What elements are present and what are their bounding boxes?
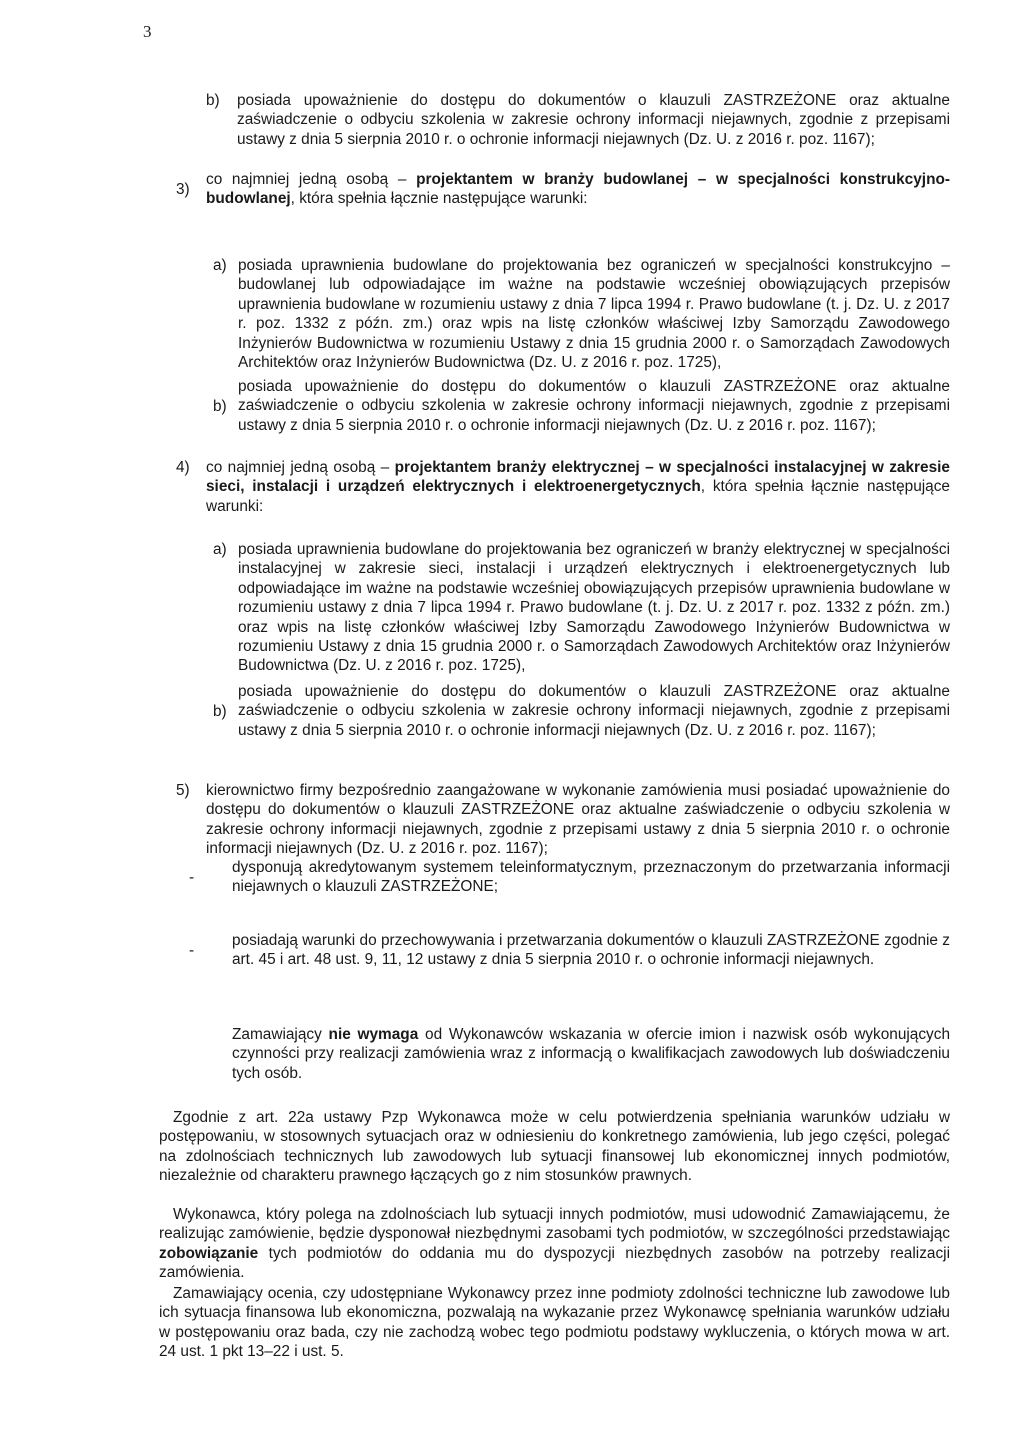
paragraph-text: Zamawiający ocenia, czy udostępniane Wykonawcy przez inne podmioty zdolności techniczne lub zawodowe lub ich sytuacja finansowa lub ekonomiczna, pozwalają na wykazanie przez Wykonawcę spełniania warunków udziału w postępowaniu oraz bada, czy nie zachodzą wobec tego podmiotu podstawy wykluczenia, o których mowa w art. 24 ust. 1 pkt 13–22 i ust. 5.: [159, 1285, 950, 1361]
body-paragraph-1: [159, 1108, 950, 1186]
paragraph-text: posiada uprawnienia budowlane do projektowania bez ograniczeń w specjalności konstrukcyjno – budowlanej lub odpowiadające im ważne na podstawie wcześniej obowiązujących przepisów uprawnienia budowlane w rozumieniu ustawy z dnia 7 lipca 1994 r. Prawo budowlane (t. j. Dz. U. z 2017 r. poz. 1332 z późn. zm.) oraz wpis na listę członków właściwej Izby Samorządu Zawodowego Inżynierów Budownictwa w rozumieniu Ustawy z dnia 15 grudnia 2000 r. o Samorządach Zawodowych Architektów oraz Inżynierów Budownictwa (Dz. U. z 2016 r. poz. 1725),: [238, 257, 950, 372]
para-2-after: tych podmiotów do oddania mu do dyspozycji niezbędnych zasobów na potrzeby realizacji zamówienia.: [159, 1244, 950, 1282]
intro-text: co najmniej jedną osobą –: [206, 459, 395, 476]
body-paragraph-2: [159, 1205, 950, 1283]
paragraph-text: kierownictwo firmy bezpośrednio zaangażowane w wykonanie zamówienia musi posiadać upoważnienie do dostępu do dokumentów o klauzuli ZASTRZEŻONE oraz aktualne zaświadczenie o odbyciu szkolenia w zakresie ochrony informacji niejawnych, zgodnie z przepisami ustawy z dnia 5 sierpnia 2010 r. o ochronie informacji niejawnych (Dz. U. z 2016 r. poz. 1167);: [206, 782, 950, 858]
dash-item-2: [232, 931, 950, 970]
paragraph-text: posiada upoważnienie do dostępu do dokumentów o klauzuli ZASTRZEŻONE oraz aktualne zaświadczenie o odbyciu szkolenia w zakresie ochrony informacji niejawnych, zgodnie z przepisami ustawy z dnia 5 sierpnia 2010 r. o ochronie informacji niejawnych (Dz. U. z 2016 r. poz. 1167);: [238, 378, 950, 434]
dash-item-1: [232, 858, 950, 897]
list-marker: a): [213, 257, 227, 274]
body-paragraph-3: [159, 1284, 950, 1362]
paragraph-text: posiada upoważnienie do dostępu do dokumentów o klauzuli ZASTRZEŻONE oraz aktualne zaświadczenie o odbyciu szkolenia w zakresie ochrony informacji niejawnych, zgodnie z przepisami ustawy z dnia 5 sierpnia 2010 r. o ochronie informacji niejawnych (Dz. U. z 2016 r. poz. 1167);: [237, 92, 950, 148]
note-bold: nie wymaga: [328, 1026, 419, 1043]
list-item-4a: [238, 540, 950, 676]
list-item-3a: [238, 256, 950, 372]
note-before: Zamawiający: [232, 1026, 329, 1043]
list-item-3b: [238, 377, 950, 435]
intro-text: co najmniej jedną osobą –: [206, 171, 417, 188]
list-marker: 3): [176, 181, 190, 198]
list-marker: 4): [176, 459, 190, 476]
para-2-bold: zobowiązanie: [159, 1244, 259, 1262]
paragraph-text: dysponują akredytowanym systemem teleinformatycznym, przeznaczonym do przetwarzania informacji niejawnych o klauzuli ZASTRZEŻONE;: [232, 859, 950, 896]
list-marker: b): [206, 92, 220, 109]
list-item-4: [206, 458, 950, 516]
paragraph-text: posiadają warunki do przechowywania i przetwarzania dokumentów o klauzuli ZASTRZEŻONE zgodnie z art. 45 i art. 48 ust. 9, 11, 12 ustawy z dnia 5 sierpnia 2010 r. o ochronie informacji niejawnych.: [232, 932, 950, 969]
paragraph-text: [159, 1205, 950, 1283]
paragraph-text: [232, 1025, 950, 1083]
dash-marker: -: [189, 942, 195, 959]
paragraph-text: [206, 458, 950, 516]
list-marker: 5): [176, 782, 190, 799]
list-item-2b: [237, 91, 950, 149]
paragraph-text: Zgodnie z art. 22a ustawy Pzp Wykonawca może w celu potwierdzenia spełniania warunków udziału w postępowaniu, w stosownych sytuacjach oraz w odniesieniu do konkretnego zamówienia, lub jego części, polegać na zdolnościach technicznych lub zawodowych lub sytuacji finansowej lub ekonomicznej innych podmiotów, niezależnie od charakteru prawnego łączących go z nim stosunków prawnych.: [159, 1109, 950, 1185]
list-item-5: [206, 781, 950, 859]
page-number: 3: [143, 22, 152, 41]
rest-text: , która spełnia łącznie następujące warunki:: [290, 190, 588, 208]
bold-role: projektantem branży elektrycznej – w specjalności instalacyjnej w zakresie sieci, instalacji i urządzeń elektrycznych i elektroenergetycznych: [206, 459, 950, 496]
list-item-3: [206, 170, 950, 209]
list-marker: b): [213, 703, 227, 720]
note-paragraph: [232, 1025, 950, 1083]
list-item-4b: [238, 682, 950, 740]
paragraph-text: posiada uprawnienia budowlane do projektowania bez ograniczeń w branży elektrycznej w specjalności instalacyjnej w zakresie sieci, instalacji i urządzeń elektrycznych i elektroenergetycznych lub odpowiadające im ważne na podstawie wcześniej obowiązujących przepisów uprawnienia budowlane w rozumieniu ustawy z dnia 7 lipca 1994 r. Prawo budowlane (t. j. Dz. U. z 2017 r. poz. 1332 z późn. zm.) oraz wpis na listę członków właściwej Izby Samorządu Zawodowego Inżynierów Budownictwa w rozumieniu Ustawy z dnia 15 grudnia 2000 r. o Samorządach Zawodowych Architektów oraz Inżynierów Budownictwa (Dz. U. z 2016 r. poz. 1725),: [238, 541, 950, 675]
bold-role: projektantem w branży budowlanej – w specjalności konstrukcyjno-budowlanej: [206, 171, 950, 208]
rest-text: , która spełnia łącznie następujące warunki:: [206, 478, 950, 515]
para-2-before: Wykonawca, który polega na zdolnościach lub sytuacji innych podmiotów, musi udowodnić Zamawiającemu, że realizując zamówienie, będzie dysponował niezbędnymi zasobami tych podmiotów, w szczególności przedstawiając: [159, 1206, 950, 1243]
note-after: od Wykonawców wskazania w ofercie imion i nazwisk osób wykonujących czynności przy realizacji zamówienia wraz z informacją o kwalifikacjach zawodowych lub doświadczeniu tych osób.: [232, 1026, 950, 1082]
dash-marker: -: [189, 869, 195, 886]
paragraph-text: posiada upoważnienie do dostępu do dokumentów o klauzuli ZASTRZEŻONE oraz aktualne zaświadczenie o odbyciu szkolenia w zakresie ochrony informacji niejawnych, zgodnie z przepisami ustawy z dnia 5 sierpnia 2010 r. o ochronie informacji niejawnych (Dz. U. z 2016 r. poz. 1167);: [238, 683, 950, 739]
list-marker: a): [213, 541, 227, 558]
paragraph-text: [206, 170, 950, 209]
list-marker: b): [213, 398, 227, 415]
